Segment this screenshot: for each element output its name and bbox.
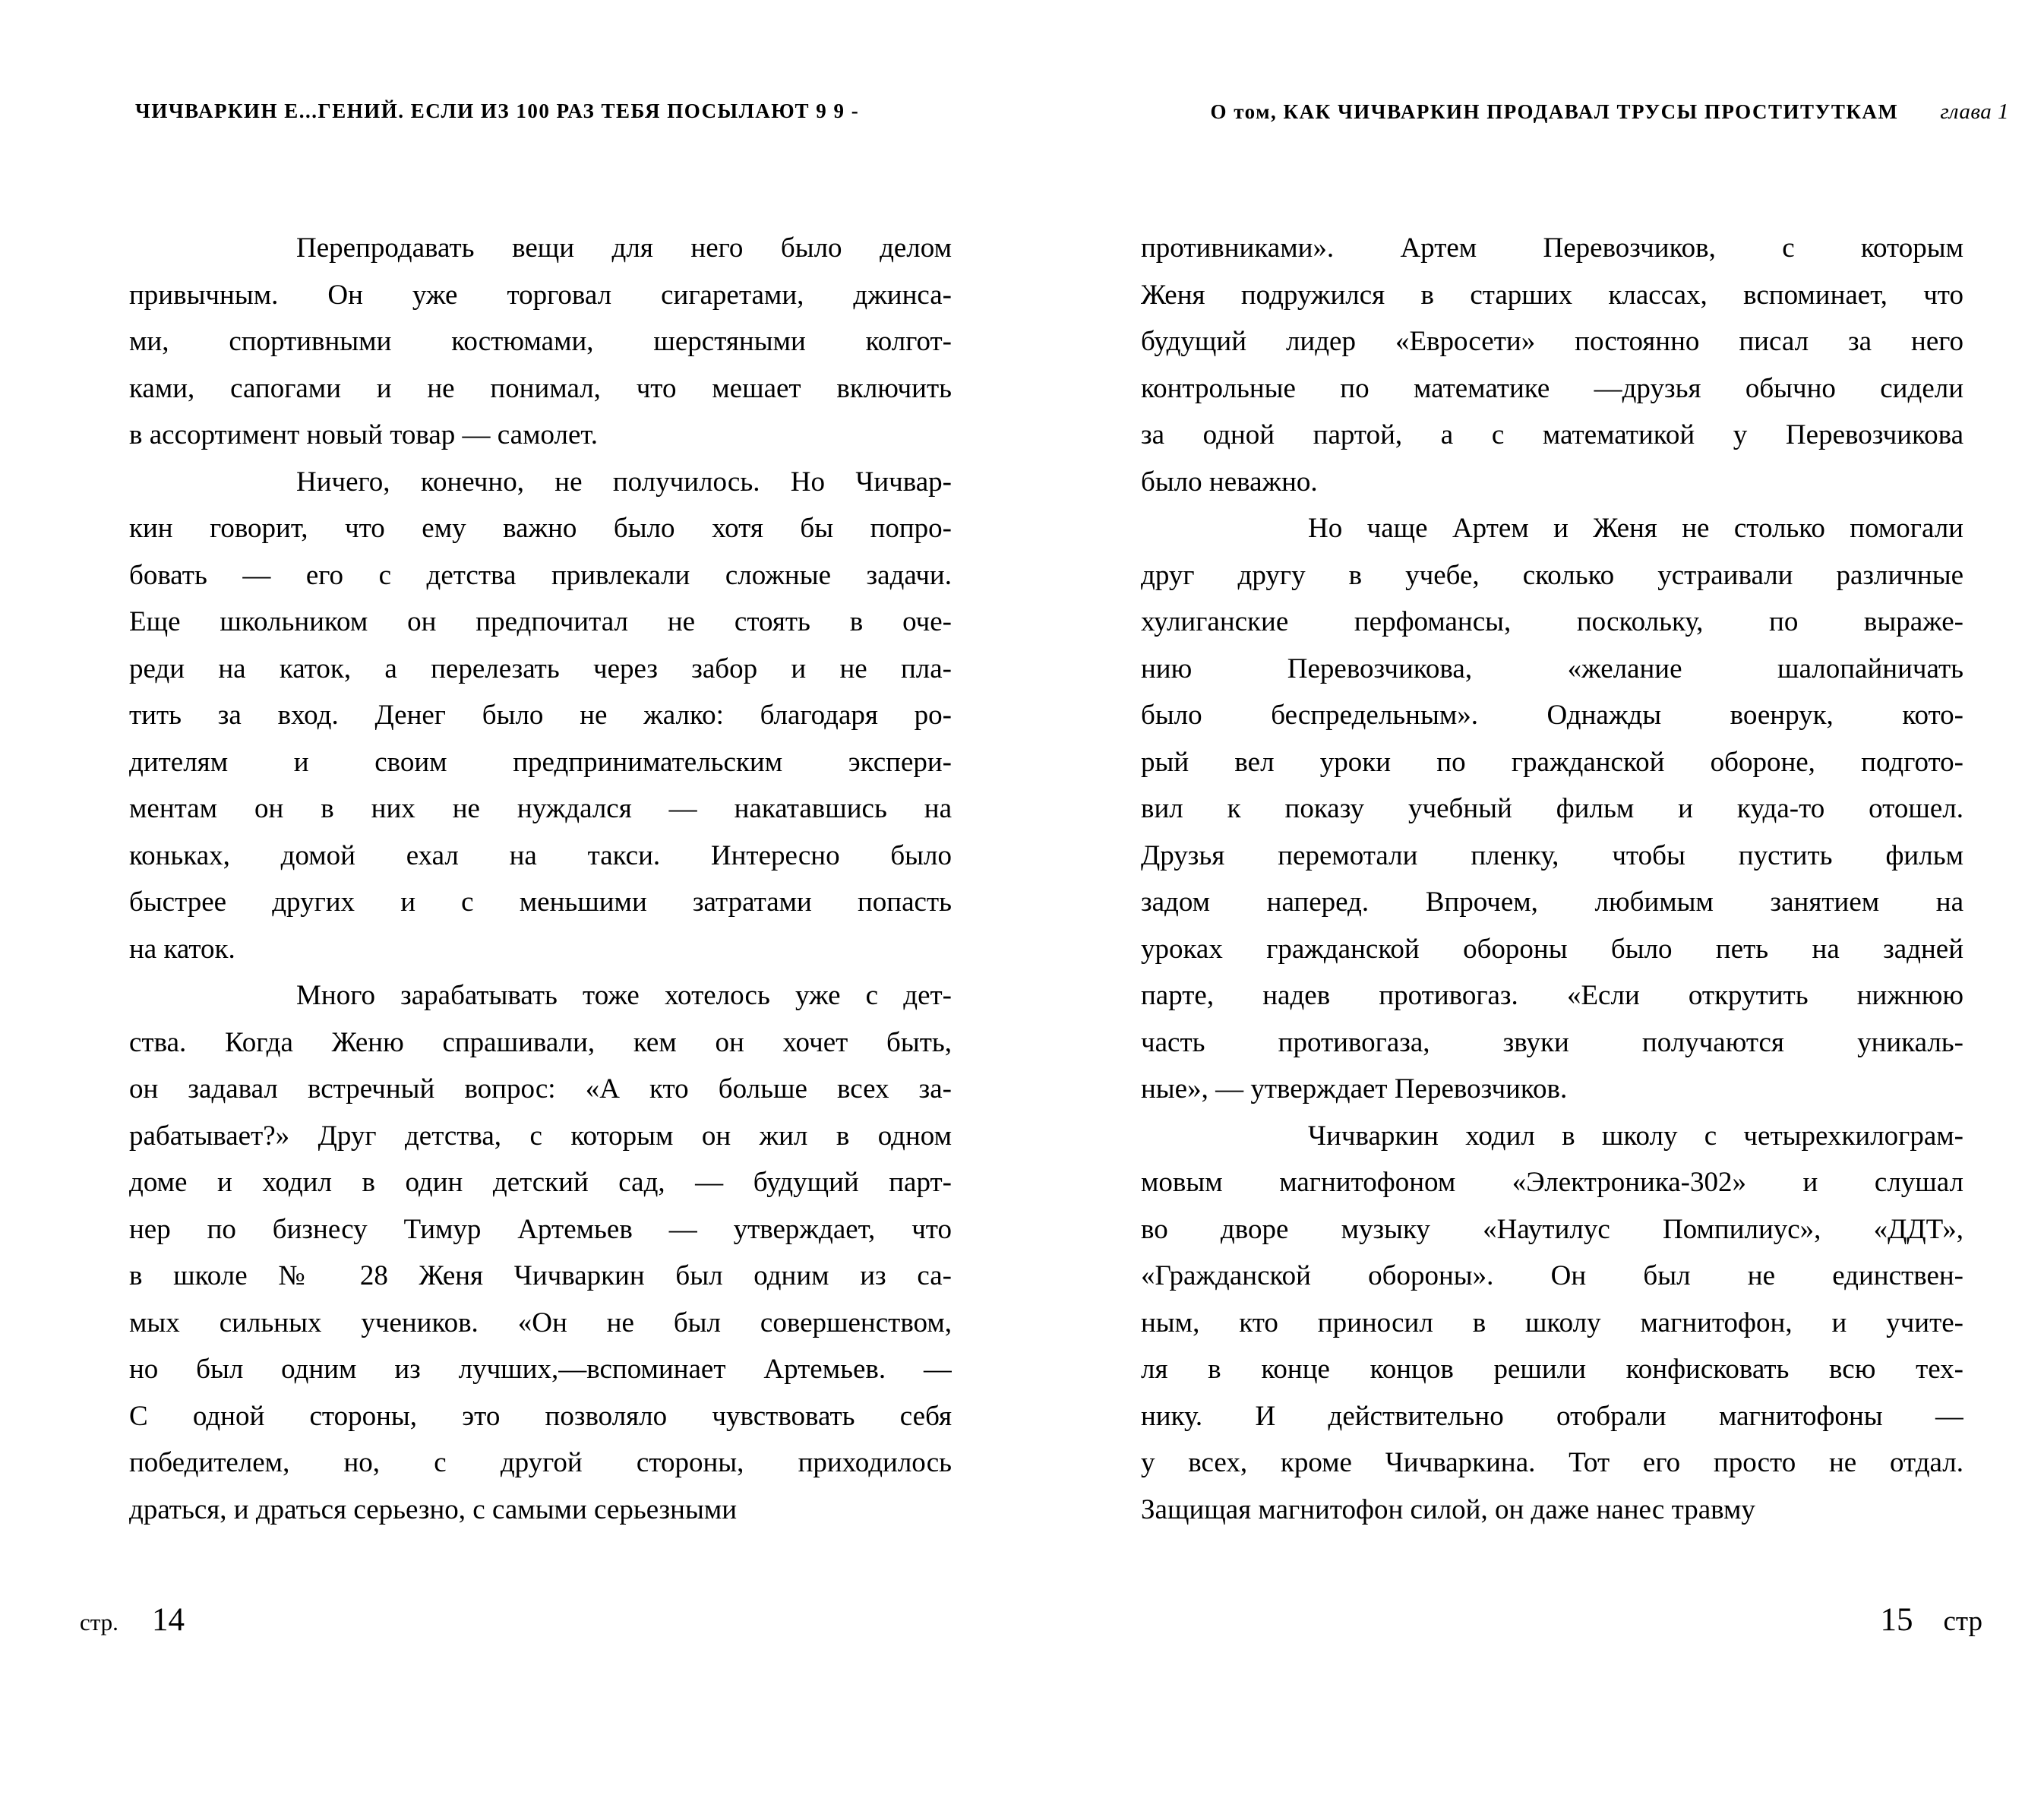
text-line: кин говорит, что ему важно было хотя бы попро- — [129, 513, 952, 544]
left-page-running-header: ЧИЧВАРКИН Е...ГЕНИЙ. ЕСЛИ ИЗ 100 РАЗ ТЕБЯ ПОСЫЛАЮТ 9 9 - — [135, 100, 860, 122]
text-line: Защищая магнитофон силой, он даже нанес травму — [1141, 1493, 1755, 1525]
text-line: на каток. — [129, 933, 235, 965]
text-line: контрольные по математике —друзья обычно сидели — [1141, 372, 1963, 404]
text-line: драться, и драться серьезно, с самыми серьезными — [129, 1493, 738, 1525]
text-line: коньках, домой ехал на такси. Интересно было — [129, 839, 952, 871]
text-line: за одной партой, а с математикой у Перевозчикова — [1141, 419, 1963, 450]
right-page-text-column — [1141, 225, 1963, 1533]
text-line: рый вел уроки по гражданской обороне, подгото- — [1141, 746, 1963, 778]
text-line: ками, сапогами и не понимал, что мешает включить — [129, 372, 952, 404]
text-line: Ничего, конечно, не получилось. Но Чичвар- — [296, 466, 952, 498]
right-page-running-header — [1063, 100, 2009, 125]
paragraph — [129, 972, 952, 1533]
text-line: ми, спортивными костюмами, шерстяными колгот- — [129, 326, 952, 357]
text-line: нер по бизнесу Тимур Артемьев — утверждает, что — [129, 1213, 952, 1245]
text-line: но был одним из лучших,—вспоминает Артемьев. — — [129, 1354, 952, 1385]
text-line: нию Перевозчикова, «желание шалопайничать — [1141, 653, 1963, 684]
text-line: Женя подружился в старших классах, вспоминает, что — [1141, 279, 1963, 311]
text-line: реди на каток, а перелезать через забор и не пла- — [129, 653, 952, 684]
text-line: Много зарабатывать тоже хотелось уже с дет- — [296, 980, 952, 1011]
paragraph — [129, 225, 952, 459]
left-page-number: 14 — [151, 1602, 185, 1638]
text-line: бовать — его с детства привлекали сложные задачи. — [129, 559, 952, 591]
text-line: во дворе музыку «Наутилус Помпилиус», «ДДТ», — [1141, 1213, 1963, 1245]
paragraph — [1141, 225, 1963, 505]
left-page-text-column — [129, 225, 952, 1533]
text-line: задом наперед. Впрочем, любимым занятием на — [1141, 886, 1963, 918]
text-line: мовым магнитофоном «Электроника-302» и слушал — [1141, 1167, 1963, 1198]
text-line: было беспредельным». Однажды военрук, кото- — [1141, 700, 1963, 731]
right-page-footer-label: стр — [1943, 1606, 1982, 1637]
text-line: тить за вход. Денег было не жалко: благодаря ро- — [129, 700, 952, 731]
text-line: противниками». Артем Перевозчиков, с которым — [1141, 232, 1963, 264]
text-line: в ассортимент новый товар — самолет. — [129, 419, 599, 450]
text-line: Перепродавать вещи для него было делом — [296, 232, 952, 264]
text-line: вил к показу учебный фильм и куда-то отошел. — [1141, 793, 1963, 824]
text-line: парте, надев противогаз. «Если открутить нижнюю — [1141, 980, 1963, 1011]
text-line: ным, кто приносил в школу магнитофон, и учите- — [1141, 1307, 1963, 1338]
text-line: друг другу в учебе, сколько устраивали различные — [1141, 559, 1963, 591]
chapter-label: глава 1 — [1940, 100, 2009, 124]
paragraph — [129, 459, 952, 973]
text-line: Чичваркин ходил в школу с четырехкилограм- — [1308, 1120, 1963, 1152]
text-line: рабатывает?» Друг детства, с которым он жил в одном — [129, 1120, 952, 1152]
text-line: было неважно. — [1141, 466, 1318, 498]
text-line: Еще школьником он предпочитал не стоять в оче- — [129, 606, 952, 637]
text-line: ля в конце концов решили конфисковать всю тех- — [1141, 1354, 1963, 1385]
text-line: в школе № 28 Женя Чичваркин был одним из са- — [129, 1260, 952, 1291]
right-page-footer — [1141, 1601, 1982, 1639]
paragraph — [1141, 1113, 1963, 1534]
text-line: быстрее других и с меньшими затратами попасть — [129, 886, 952, 918]
right-header-title: О том, КАК ЧИЧВАРКИН ПРОДАВАЛ ТРУСЫ ПРОСТИТУТКАМ — [1210, 100, 1899, 123]
paragraph — [1141, 505, 1963, 1113]
text-line: ментам он в них не нуждался — накатавшись на — [129, 793, 952, 824]
text-line: ства. Когда Женю спрашивали, кем он хочет быть, — [129, 1026, 952, 1058]
text-line: у всех, кроме Чичваркина. Тот его просто не отдал. — [1141, 1447, 1963, 1478]
text-line: С одной стороны, это позволяло чувствовать себя — [129, 1400, 952, 1432]
text-line: победителем, но, с другой стороны, приходилось — [129, 1447, 952, 1478]
text-line: уроках гражданской обороны было петь на задней — [1141, 933, 1963, 965]
text-line: будущий лидер «Евросети» постоянно писал за него — [1141, 326, 1963, 357]
text-line: хулиганские перфомансы, поскольку, по выраже- — [1141, 606, 1963, 637]
text-line: «Гражданской обороны». Он был не единствен- — [1141, 1260, 1963, 1291]
text-line: Друзья перемотали пленку, чтобы пустить фильм — [1141, 839, 1963, 871]
right-page-number: 15 — [1880, 1602, 1913, 1638]
text-line: мых сильных учеников. «Он не был совершенством, — [129, 1307, 952, 1338]
left-page-footer — [80, 1601, 185, 1639]
text-line: нику. И действительно отобрали магнитофоны — — [1141, 1400, 1963, 1432]
text-line: Но чаще Артем и Женя не столько помогали — [1308, 513, 1963, 544]
text-line: привычным. Он уже торговал сигаретами, джинса- — [129, 279, 952, 311]
left-page-footer-label: стр. — [80, 1609, 118, 1635]
text-line: доме и ходил в один детский сад, — будущий парт- — [129, 1167, 952, 1198]
text-line: ные», — утверждает Перевозчиков. — [1141, 1073, 1568, 1104]
text-line: он задавал встречный вопрос: «А кто больше всех за- — [129, 1073, 952, 1104]
text-line: дителям и своим предпринимательским экспери- — [129, 746, 952, 778]
text-line: часть противогаза, звуки получаются уникаль- — [1141, 1026, 1963, 1058]
